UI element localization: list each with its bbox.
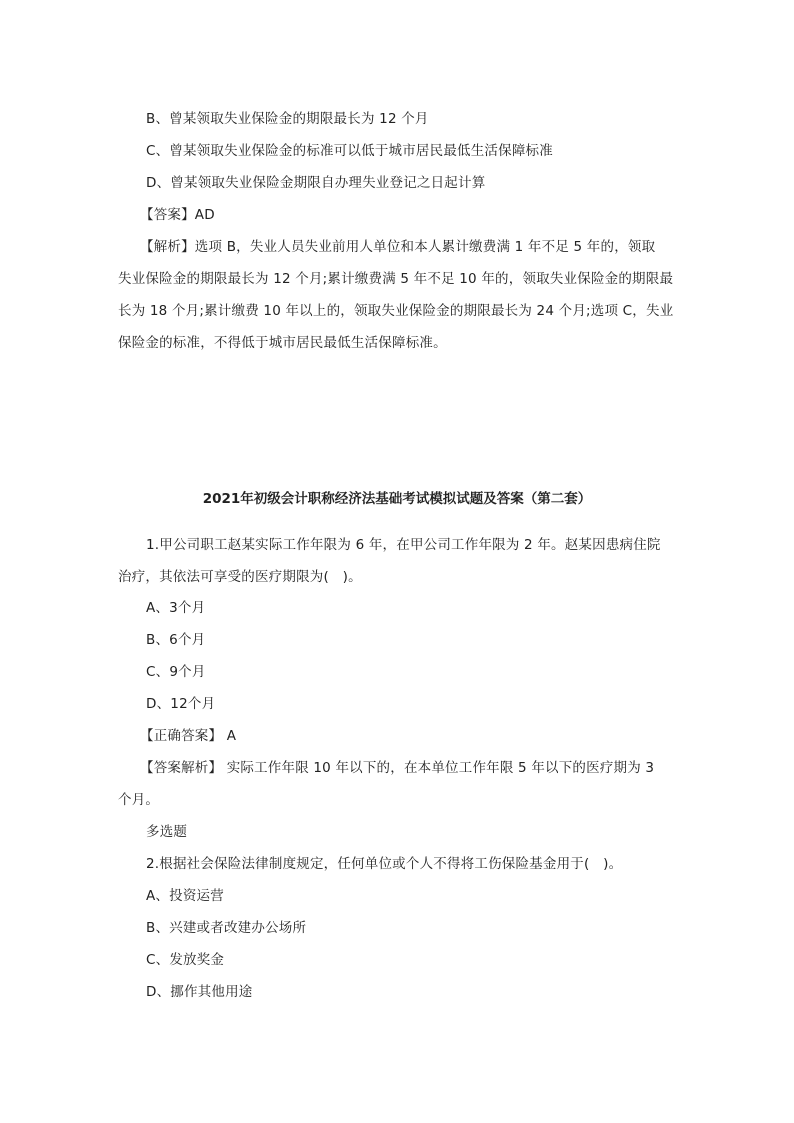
option-a: A、投资运营	[146, 888, 224, 904]
option-d: D、挪作其他用途	[146, 984, 253, 1000]
option-c: C、发放奖金	[146, 952, 225, 968]
analysis-line: 长为 18 个月;累计缴费 10 年以上的，领取失业保险金的期限最长为 24 个月;选项 C，失业	[118, 303, 674, 319]
answer: 【答案】AD	[140, 207, 215, 223]
option-d: D、12个月	[146, 696, 216, 712]
analysis-line: 保险金的标准，不得低于城市居民最低生活保障标准。	[118, 335, 447, 351]
answer-analysis: 【答案解析】 实际工作年限 10 年以下的，在本单位工作年限 5 年以下的医疗期为 3	[140, 760, 655, 776]
option-c: C、9个月	[146, 664, 206, 680]
question-stem: 治疗，其依法可享受的医疗期限为( )。	[118, 569, 362, 585]
option-c: C、曾某领取失业保险金的标准可以低于城市居民最低生活保障标准	[146, 143, 553, 159]
analysis-line: 失业保险金的期限最长为 12 个月;累计缴费满 5 年不足 10 年的，领取失业保险金的期限最	[118, 271, 674, 287]
option-b: B、6个月	[146, 632, 206, 648]
question-stem: 2.根据社会保险法律制度规定，任何单位或个人不得将工伤保险基金用于( )。	[146, 856, 623, 872]
analysis-line: 【解析】选项 B，失业人员失业前用人单位和本人累计缴费满 1 年不足 5 年的，领取	[140, 239, 656, 255]
question-type: 多选题	[146, 824, 188, 840]
answer-analysis: 个月。	[118, 792, 160, 808]
option-b: B、曾某领取失业保险金的期限最长为 12 个月	[146, 111, 429, 127]
option-b: B、兴建或者改建办公场所	[146, 920, 307, 936]
option-a: A、3个月	[146, 600, 206, 616]
option-d: D、曾某领取失业保险金期限自办理失业登记之日起计算	[146, 175, 486, 191]
question-stem: 1.甲公司职工赵某实际工作年限为 6 年，在甲公司工作年限为 2 年。赵某因患病住院	[146, 537, 661, 553]
correct-answer: 【正确答案】 A	[140, 728, 237, 744]
document-title: 2021年初级会计职称经济法基础考试模拟试题及答案（第二套）	[202, 491, 592, 507]
